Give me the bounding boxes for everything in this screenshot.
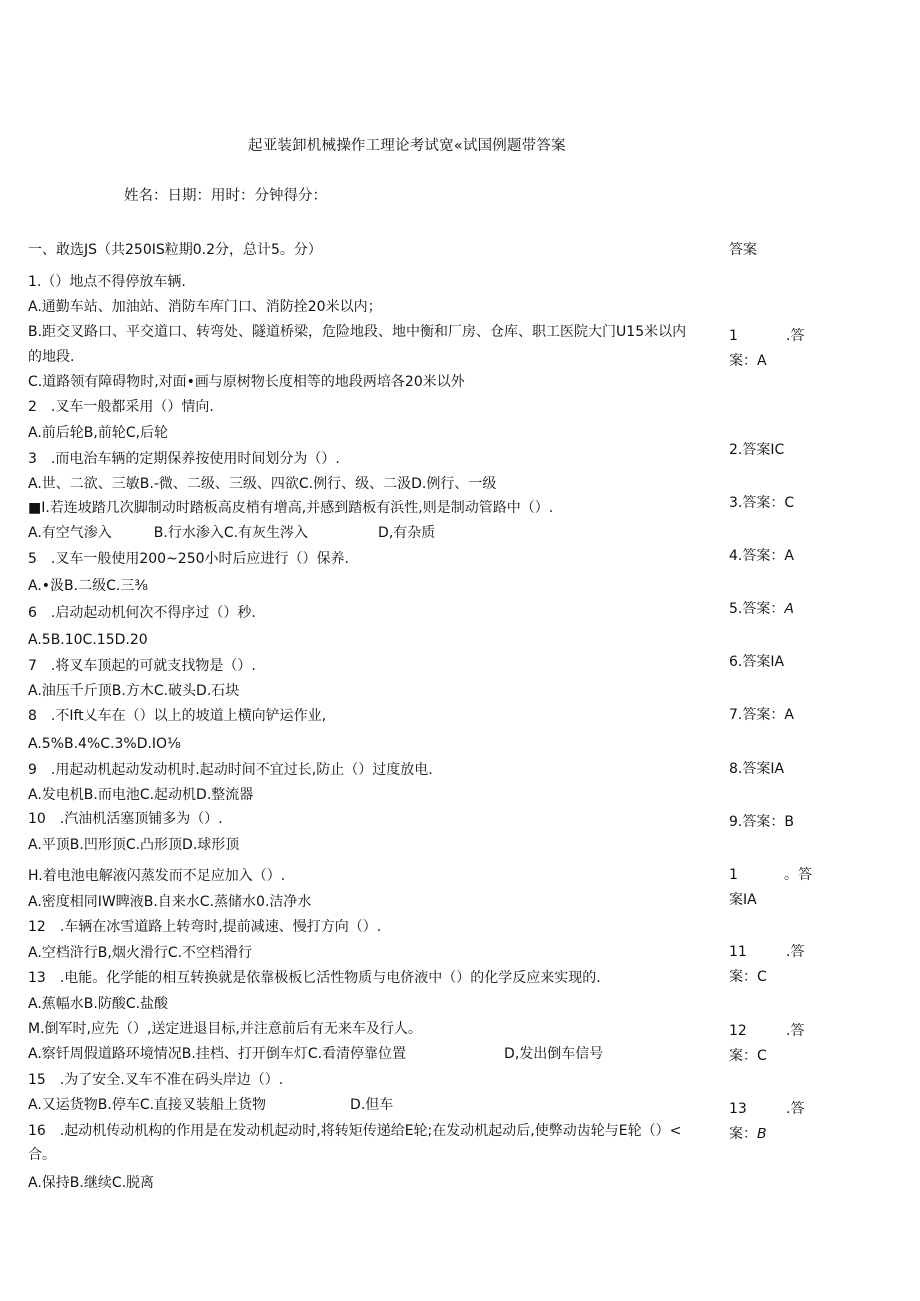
- question-line: 16 .起动机传动机构的作用是在发动机起动时,将转矩传递给E轮;在发动机起动后,使弊动齿轮与E轮（）<: [28, 1123, 682, 1139]
- option-line: A.保持B.继续C.脱离: [28, 1175, 155, 1191]
- option-line: A.发电机B.而电池C.起动机D.整流器: [28, 787, 254, 803]
- answer-value: 案：𝘉: [729, 1126, 767, 1142]
- option-line: 合。: [28, 1147, 56, 1163]
- question-line: 2 .叉车一般都采用（）情向.: [28, 399, 214, 415]
- question-line: 7 .将叉车顶起的可就支找物是（）.: [28, 658, 256, 674]
- option-line: A.有空气渗入 B.行水渗入C.有灰生涔入 D,有杂质: [28, 525, 436, 541]
- answer-label: .答: [786, 944, 805, 960]
- option-line: A.空档浒行B,烟火滑行C.不空档滑行: [28, 945, 253, 961]
- question-line: 15 .为了安全.叉车不准在码头岸边（）.: [28, 1072, 284, 1088]
- answer-label: .答: [786, 1023, 805, 1039]
- document-title: 起亚装卸机械操作工理论考试宽«试国例题带答案: [248, 138, 566, 154]
- option-line: C.道路领有障碍物时,对面•画与原树物长度相等的地段两培各20米以外: [28, 374, 465, 390]
- answer-label: 。答: [784, 867, 812, 883]
- answer-value: 案：C: [729, 1048, 767, 1064]
- answer-number: 12: [729, 1023, 747, 1039]
- option-line: A.•汲B.二级C.三⅜: [28, 578, 148, 594]
- question-line: 12 .车辆在冰雪道路上转弯时,提前减速、慢打方向（）.: [28, 919, 382, 935]
- option-line: A.5%B.4%C.3%D.IO⅛: [28, 736, 181, 752]
- answer-entry: 3.答案：C: [729, 495, 795, 511]
- option-line: A.世、二欲、三敏B.-微、二级、三级、四欲C.例行、级、二汲D.例行、一级: [28, 476, 497, 492]
- question-line: 5 .叉车一般使用200~250小时后应进行（）保养.: [28, 551, 349, 567]
- answer-entry: 6.答案IA: [729, 654, 785, 670]
- option-line: A.平顶B.凹形顶C.凸形顶D.球形顶: [28, 837, 240, 853]
- answer-number: 1: [729, 867, 738, 883]
- option-line: A.油压千斤顶B.方木C.破头D.石块: [28, 683, 240, 699]
- question-line: 13 .电能。化学能的相互转换就是依靠极板匕活性物质与电侪液中（）的化学反应来实现的.: [28, 970, 601, 986]
- question-line: 1.（）地点不得停放车辆.: [28, 274, 186, 290]
- answer-entry: 7.答案：A: [729, 707, 794, 723]
- answer-number: 11: [729, 944, 747, 960]
- answer-entry: 5.答案：𝘈: [729, 601, 794, 617]
- option-line: A.5B.10C.15D.20: [28, 632, 148, 648]
- question-line: 10 .汽油机活塞顶铺多为（）.: [28, 811, 223, 827]
- option-line: 的地段.: [28, 349, 75, 365]
- option-line: A.前后轮B,前轮C,后轮: [28, 425, 169, 441]
- answer-entry: 2.答案IC: [729, 442, 785, 458]
- answer-label: .答: [786, 1101, 805, 1117]
- question-line: 8 .不Ift乂车在（）以上的坡道上横向铲运作业,: [28, 708, 327, 724]
- answer-value: 案：A: [729, 353, 767, 369]
- question-line: H.着电池电解液闪蒸发而不足应加入（）.: [28, 868, 286, 884]
- answer-label: .答: [786, 328, 805, 344]
- answer-number: 13: [729, 1101, 747, 1117]
- answer-value: 案IA: [729, 892, 757, 908]
- question-line: 9 .用起动机起动发动机时.起动时间不宜过长,防止（）过度放电.: [28, 762, 433, 778]
- section-header: 一、敢选JS（共250IS粒期0.2分，总计5。分）: [28, 242, 322, 258]
- option-line: B.距交叉路口、平交道口、转弯处、隧道桥梁，危险地段、地中衡和厂房、仓库、职工医院大门U15米以内: [28, 324, 687, 340]
- answer-entry: 8.答案IA: [729, 761, 785, 777]
- answer-value: 案：C: [729, 969, 767, 985]
- question-line: M.倒军时,应先（）,送定进退目标,并注意前后有无来车及行人。: [28, 1021, 422, 1037]
- option-line: A.通勤车站、加油站、消防车库门口、消防拴20米以内；: [28, 299, 382, 315]
- answer-column-header: 答案: [729, 242, 757, 258]
- option-line: A.察钎周假道路环境情况B.挂档、打开倒车灯C.看清停靠位置 D,发出倒车信号: [28, 1046, 604, 1062]
- option-line: A.蕉幅水B.防酸C.盐酸: [28, 996, 169, 1012]
- answer-number: 1: [729, 328, 738, 344]
- option-line: A.又运货物B.停车C.直接叉装船上货物 D.但车: [28, 1097, 394, 1113]
- question-line: ■I.若连坡踏几次脚制动时踏板高皮梢有增高,并感到踏板有浜性,则是制动管路中（）.: [28, 500, 554, 516]
- answer-entry: 9.答案：B: [729, 814, 794, 830]
- answer-entry: 4.答案：A: [729, 548, 794, 564]
- question-line: 6 .启动起动机何次不得序过（）秒.: [28, 605, 256, 621]
- option-line: A.密度相同IW睥液B.自来水C.蒸储水0.洁净水: [28, 894, 312, 910]
- question-line: 3 .而电治车辆的定期保养按使用时间划分为（）.: [28, 451, 340, 467]
- student-info-line: 姓名：日期：用时：分钟得分：: [124, 188, 327, 204]
